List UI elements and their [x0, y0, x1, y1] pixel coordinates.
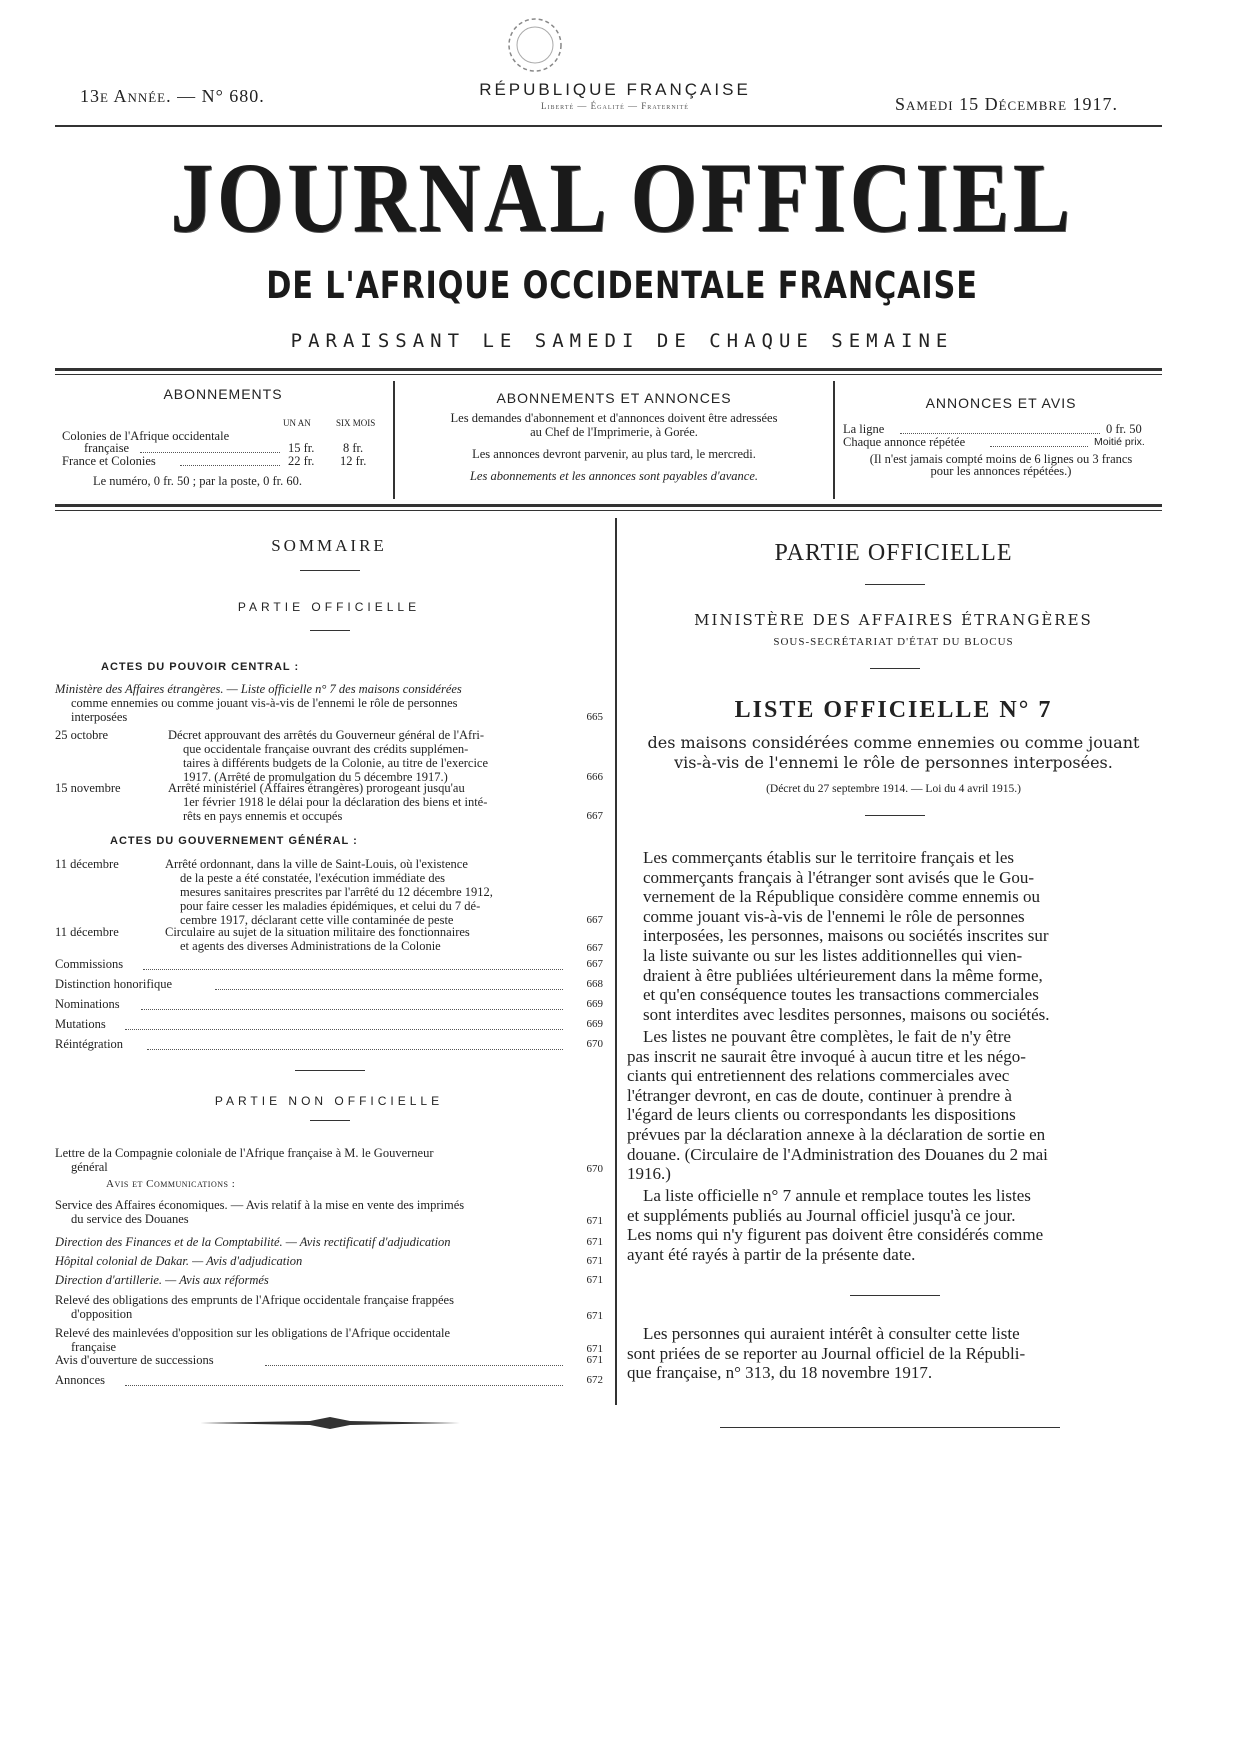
- masthead-title: JOURNAL OFFICIEL: [170, 142, 1074, 253]
- toc-label: Avis d'ouverture de successions: [55, 1353, 214, 1367]
- leader: [141, 998, 563, 1010]
- toc-entry-line: Circulaire au sujet de la situation militaire des fonctionnaires: [165, 925, 470, 939]
- row1-six-mois: 8 fr.: [343, 441, 364, 455]
- toc-entry-line: taires à différents budgets de la Colonie, au titre de l'exercice: [183, 756, 489, 770]
- toc-row-mutations: [55, 1018, 603, 1031]
- toc-entry-line: pour faire cesser les maladies épidémiques, et celui du 7 dé-: [180, 899, 481, 913]
- toc-label: Annonces: [55, 1373, 105, 1387]
- toc-row-hopital: [55, 1255, 603, 1268]
- p4-line: que française, n° 313, du 18 novembre 1917.: [627, 1363, 933, 1383]
- republic-heading: [455, 80, 775, 111]
- liste-officielle-title: LISTE OFFICIELLE N° 7: [734, 697, 1053, 723]
- boxes-rule: [55, 504, 1162, 507]
- actes-gouvernement-general: ACTES DU GOUVERNEMENT GÉNÉRAL :: [110, 835, 358, 847]
- column-divider: [615, 518, 617, 1405]
- toc-page: 669: [586, 1018, 603, 1030]
- box-abonnements-title: ABONNEMENTS: [163, 386, 283, 402]
- toc-label: Direction d'artillerie. — Avis aux réformés: [55, 1273, 269, 1287]
- paragraph-3: [627, 1186, 1165, 1264]
- toc-page: 671: [586, 1215, 603, 1227]
- leader: [265, 1354, 563, 1366]
- toc-entry-line: Décret approuvant des arrêtés du Gouverneur général de l'Afri-: [168, 728, 484, 742]
- repetee-price: Moitié prix.: [1094, 436, 1145, 448]
- leader: [990, 435, 1088, 447]
- toc-row-distinction: [55, 978, 603, 991]
- toc-label: Distinction honorifique: [55, 977, 172, 991]
- toc-entry-line: de la peste a été constatée, l'exécution immédiate des: [180, 871, 445, 885]
- p1-line: et qu'en conséquence toutes les transactions commerciales: [643, 985, 1039, 1005]
- leader: [900, 422, 1100, 434]
- ornament-rule: [295, 1070, 365, 1071]
- masthead-rule: [55, 368, 1162, 371]
- p1-line: commerçants français à l'étranger sont avisés que le Gou-: [643, 867, 1035, 887]
- box2-line-2: au Chef de l'Imprimerie, à Gorée.: [530, 425, 698, 439]
- toc-entry-line: cembre 1917, déclarant cette ville contaminée de peste: [180, 913, 454, 927]
- toc-label: Nominations: [55, 997, 120, 1011]
- row2-label: France et Colonies: [62, 454, 156, 468]
- p1-line: sont interdites avec lesdites personnes, maisons ou sociétés.: [643, 1004, 1050, 1024]
- toc-page: 666: [586, 771, 603, 783]
- p2-line: douane. (Circulaire de l'Administration des Douanes du 2 mai: [627, 1144, 1048, 1164]
- box2-line-4: Les abonnements et les annonces sont payables d'avance.: [469, 469, 759, 483]
- toc-entry-affaires-etrangeres: [55, 682, 603, 724]
- actes-pouvoir-central: ACTES DU POUVOIR CENTRAL :: [101, 661, 300, 673]
- leader: [125, 1374, 563, 1386]
- toc-entry-line: que occidentale française ouvrant des crédits supplémen-: [183, 742, 469, 756]
- toc-entry-releve-obligations: [55, 1293, 603, 1321]
- p2-line: 1916.): [627, 1164, 671, 1184]
- toc-row-successions: [55, 1354, 603, 1367]
- liste-subtitle-line-2: vis-à-vis de l'ennemi le rôle de personnes interposées.: [674, 753, 1113, 772]
- p1-line: draient à être publiées ultérieurement dans la même forme,: [643, 965, 1043, 985]
- masthead-subtitle: DE L'AFRIQUE OCCIDENTALE FRANÇAISE: [266, 264, 978, 307]
- republic-name: RÉPUBLIQUE FRANÇAISE: [479, 80, 751, 99]
- ornament-rule: [300, 570, 360, 571]
- ornament-rule: [870, 668, 920, 669]
- toc-page: 672: [586, 1374, 603, 1386]
- toc-page: 671: [586, 1255, 603, 1267]
- sommaire-partie-non-officielle: PARTIE NON OFFICIELLE: [214, 1094, 444, 1108]
- p2-line: Les listes ne pouvant être complètes, le fait de n'y être: [643, 1027, 1011, 1046]
- masthead-tagline: PARAISSANT LE SAMEDI DE CHAQUE SEMAINE: [290, 330, 954, 352]
- toc-entry-lettre: [55, 1146, 603, 1174]
- toc-page: 669: [586, 998, 603, 1010]
- masthead-rule-thin: [55, 374, 1162, 375]
- ornament-rule: [850, 1295, 940, 1296]
- toc-entry-line: général: [71, 1160, 108, 1174]
- toc-label: Mutations: [55, 1017, 106, 1031]
- toc-page: 670: [586, 1038, 603, 1050]
- masthead-subtitle-wrap: [0, 264, 1244, 307]
- toc-entry-line: 1er février 1918 le délai pour la déclaration des biens et inté-: [183, 795, 488, 809]
- subscription-table: [58, 418, 388, 492]
- toc-entry-line: Lettre de la Compagnie coloniale de l'Afrique française à M. le Gouverneur: [55, 1146, 434, 1160]
- toc-entry-line: Relevé des mainlevées d'opposition sur les obligations de l'Afrique occidentale: [55, 1326, 451, 1340]
- box-annonces-avis-title: ANNONCES ET AVIS: [925, 395, 1077, 411]
- p2-line: ciants qui entretiennent des relations commerciales avec: [627, 1066, 1010, 1086]
- toc-entry-11-decembre-b: [55, 925, 603, 953]
- ornament-rule: [310, 1120, 350, 1121]
- toc-entry-line: française: [71, 1340, 117, 1354]
- toc-entry-11-decembre-a: [55, 857, 603, 927]
- box-abonnements-annonces-title: ABONNEMENTS ET ANNONCES: [496, 390, 732, 406]
- sommaire-title: SOMMAIRE: [271, 536, 387, 555]
- ornament-rule: [310, 630, 350, 631]
- box-annonces-avis: [840, 396, 1162, 482]
- leader: [143, 958, 563, 970]
- toc-entry-line: 1917. (Arrêté de promulgation du 5 décembre 1917.): [183, 770, 448, 784]
- toc-row-nominations: [55, 998, 603, 1011]
- toc-page: 670: [586, 1163, 603, 1175]
- sommaire-partie-officielle: PARTIE OFFICIELLE: [237, 600, 421, 614]
- toc-date: 11 décembre: [55, 857, 119, 871]
- toc-page: 671: [586, 1236, 603, 1248]
- paragraph-1: [643, 848, 1165, 1024]
- toc-page: 671: [586, 1343, 603, 1355]
- p1-line: Les commerçants établis sur le territoire français et les: [643, 848, 1015, 867]
- ministere-heading: MINISTÈRE DES AFFAIRES ÉTRANGÈRES: [694, 611, 1093, 629]
- p3-line: ayant été rayés à partir de la présente date.: [627, 1244, 916, 1264]
- toc-label: Direction des Finances et de la Comptabilité. — Avis rectificatif d'adjudication: [55, 1235, 451, 1249]
- leader: [215, 978, 563, 990]
- decret-reference: (Décret du 27 septembre 1914. — Loi du 4 avril 1915.): [766, 783, 1021, 795]
- sous-secretariat: SOUS-SECRÉTARIAT D'ÉTAT DU BLOCUS: [773, 636, 1014, 648]
- col-un-an: UN AN: [283, 418, 311, 428]
- p2-line: l'égard de leurs clients ou correspondants les dispositions: [627, 1105, 1016, 1125]
- toc-entry-line: et agents des diverses Administrations de la Colonie: [180, 939, 441, 953]
- toc-row-direction-finances: [55, 1236, 603, 1249]
- ornament-divider-right: [720, 1427, 1060, 1428]
- toc-page: 671: [586, 1354, 603, 1366]
- p2-line: prévues par la déclaration annexe à la déclaration de sortie en: [627, 1124, 1046, 1144]
- toc-row-annonces: [55, 1374, 603, 1387]
- toc-page: 665: [586, 711, 603, 723]
- toc-entry-line: mesures sanitaires prescrites par l'arrêté du 12 décembre 1912,: [180, 885, 493, 899]
- box2-line-1: Les demandes d'abonnement et d'annonces doivent être adressées: [450, 411, 778, 425]
- box2-line-3: Les annonces devront parvenir, au plus tard, le mercredi.: [472, 447, 756, 461]
- toc-row-reintegration: [55, 1038, 603, 1051]
- leader: [180, 454, 280, 466]
- toc-page: 667: [586, 914, 603, 926]
- toc-entry-line: comme ennemies ou comme jouant vis-à-vis de l'ennemi le rôle de personnes: [71, 696, 458, 710]
- p3-line: Les noms qui n'y figurent pas doivent être considérés comme: [627, 1225, 1044, 1245]
- header-rule: [55, 125, 1162, 127]
- toc-entry-25-octobre: [55, 728, 603, 784]
- toc-page: 667: [586, 958, 603, 970]
- ligne-price: 0 fr. 50: [1106, 422, 1142, 436]
- toc-entry-line: Relevé des obligations des emprunts de l'Afrique occidentale française frappées: [55, 1293, 454, 1307]
- repetee-label: Chaque annonce répétée: [843, 435, 966, 449]
- p1-line: comme jouant vis-à-vis de l'ennemi le rôle de personnes: [643, 906, 1025, 926]
- toc-entry-line: interposées: [71, 710, 128, 724]
- box-abonnements: [58, 386, 388, 492]
- toc-page: 671: [586, 1310, 603, 1322]
- p2-line: pas inscrit ne saurait être invoqué à aucun titre et les négo-: [627, 1046, 1026, 1066]
- paragraph-4: [627, 1324, 1165, 1383]
- box-abonnements-annonces: [398, 391, 830, 483]
- price-per-issue: Le numéro, 0 fr. 50 ; par la poste, 0 fr. 60.: [93, 474, 302, 488]
- p2-line: l'étranger devront, en cas de doute, continuer à prendre à: [627, 1085, 1012, 1105]
- issue-date: Samedi 15 Décembre 1917.: [895, 94, 1119, 114]
- toc-date: 15 novembre: [55, 781, 121, 795]
- toc-row-artillerie: [55, 1274, 603, 1287]
- paragraph-2: [627, 1027, 1165, 1184]
- toc-entry-line: Arrêté ministériel (Affaires étrangères) prorogeant jusqu'au: [168, 781, 465, 795]
- toc-date: 11 décembre: [55, 925, 119, 939]
- issue-number: 13e Année. — N° 680.: [80, 86, 265, 106]
- toc-page: 668: [586, 978, 603, 990]
- toc-label: Hôpital colonial de Dakar. — Avis d'adjudication: [55, 1254, 303, 1268]
- boxes-rule-thin: [55, 510, 1162, 511]
- ad-note-1: (Il n'est jamais compté moins de 6 lignes ou 3 francs: [869, 452, 1133, 466]
- toc-entry-line: Ministère des Affaires étrangères. — Liste officielle n° 7 des maisons considérées: [55, 682, 462, 696]
- box-divider-1: [393, 381, 395, 499]
- ornament-rule: [865, 584, 925, 585]
- p3-line: et suppléments publiés au Journal officiel jusqu'à ce jour.: [627, 1205, 1016, 1225]
- p1-line: interposées, les personnes, maisons ou sociétés inscrites sur: [643, 926, 1049, 946]
- toc-entry-line: du service des Douanes: [71, 1212, 189, 1226]
- partie-officielle-heading: PARTIE OFFICIELLE: [774, 540, 1013, 566]
- toc-entry-line: Arrêté ordonnant, dans la ville de Saint-Louis, où l'existence: [165, 857, 468, 871]
- toc-entry-releve-mainlevees: [55, 1326, 603, 1354]
- col-six-mois: SIX MOIS: [336, 418, 376, 428]
- toc-entry-service-affaires: [55, 1198, 603, 1226]
- toc-entry-line: Service des Affaires économiques. — Avis relatif à la mise en vente des imprimés: [55, 1198, 465, 1212]
- p4-line: sont priées de se reporter au Journal officiel de la Républi-: [627, 1343, 1026, 1363]
- row1-label: Colonies de l'Afrique occidentale: [62, 429, 230, 443]
- ornament-rule: [865, 815, 925, 816]
- toc-page: 671: [586, 1274, 603, 1286]
- leader: [147, 1038, 563, 1050]
- toc-row-commissions: [55, 958, 603, 971]
- box-divider-2: [833, 381, 835, 499]
- avis-communications: Avis et Communications :: [106, 1178, 236, 1190]
- ad-prices: [840, 422, 1162, 482]
- ad-note-2: pour les annonces répétées.): [930, 464, 1072, 478]
- toc-page: 667: [586, 942, 603, 954]
- p1-line: la liste suivante ou sur les listes additionnelles qui vien-: [643, 945, 1023, 965]
- toc-page: 667: [586, 810, 603, 822]
- archive-stamp: [500, 10, 570, 80]
- leader: [140, 441, 280, 453]
- toc-label: Réintégration: [55, 1037, 124, 1051]
- toc-entry-15-novembre: [55, 781, 603, 823]
- liste-subtitle: [625, 733, 1162, 773]
- row2-six-mois: 12 fr.: [340, 454, 367, 468]
- leader: [125, 1018, 563, 1030]
- ligne-label: La ligne: [843, 422, 885, 436]
- toc-date: 25 octobre: [55, 728, 109, 742]
- p3-line: La liste officielle n° 7 annule et remplace toutes les listes: [643, 1186, 1031, 1205]
- liste-subtitle-line-1: des maisons considérées comme ennemies ou comme jouant: [647, 733, 1140, 752]
- row2-un-an: 22 fr.: [288, 454, 315, 468]
- p1-line: vernement de la République considère comme ennemis ou: [643, 887, 1041, 907]
- ornament-divider-left: [200, 1417, 460, 1429]
- republic-motto: Liberté — Égalité — Fraternité: [541, 101, 689, 111]
- toc-entry-line: d'opposition: [71, 1307, 133, 1321]
- p4-line: Les personnes qui auraient intérêt à consulter cette liste: [643, 1324, 1020, 1343]
- row1-label-b: française: [84, 441, 130, 455]
- toc-label: Commissions: [55, 957, 124, 971]
- toc-entry-line: rêts en pays ennemis et occupés: [183, 809, 343, 823]
- row1-un-an: 15 fr.: [288, 441, 315, 455]
